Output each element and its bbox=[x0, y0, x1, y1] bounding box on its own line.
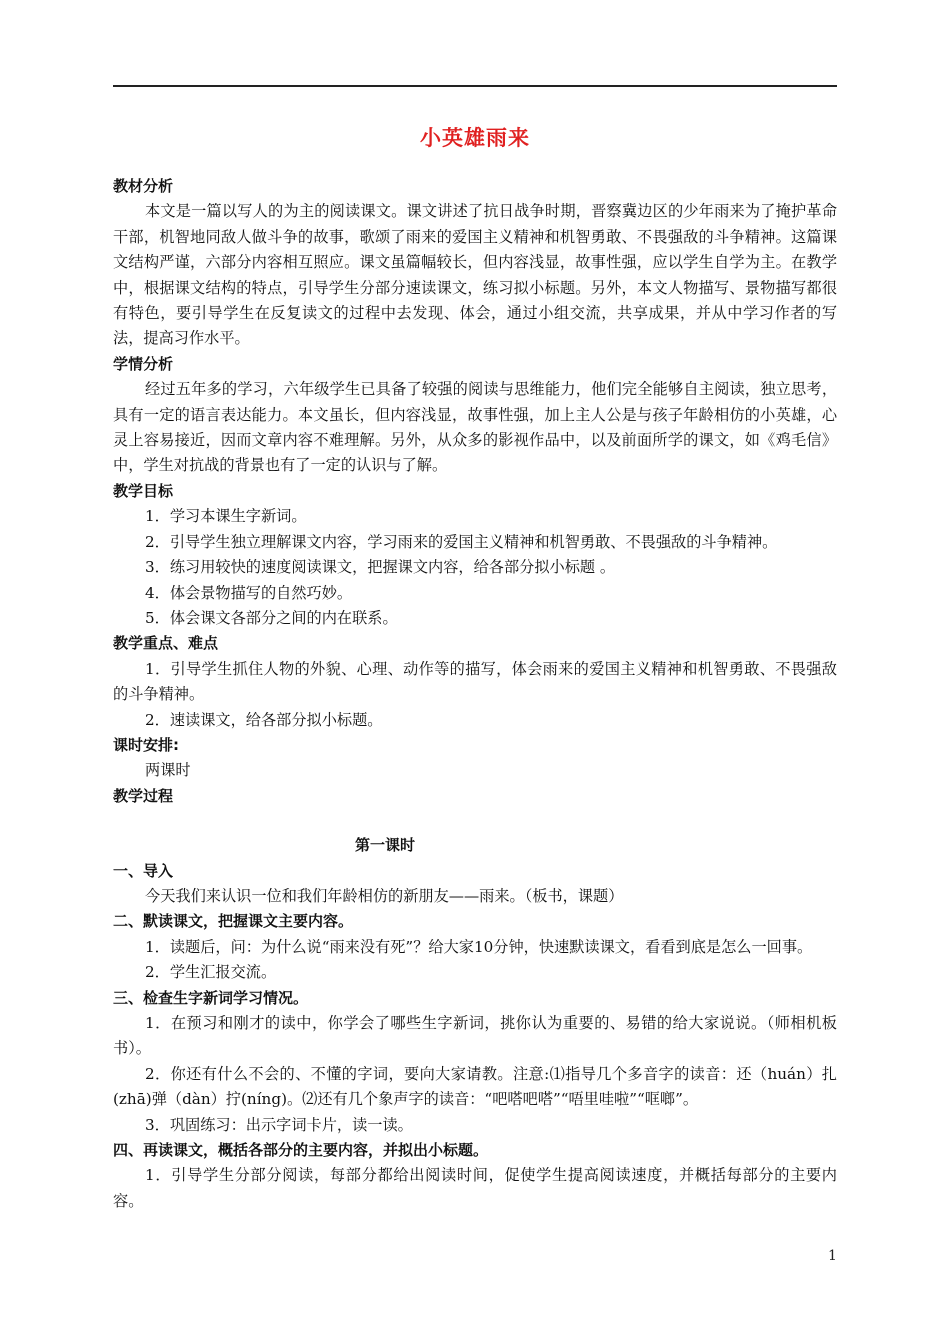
lesson-part-item: 3．巩固练习：出示字词卡片，读一读。 bbox=[145, 1115, 413, 1134]
document-body bbox=[113, 174, 837, 1214]
lesson-part-item: 1．读题后，问：为什么说“雨来没有死”？给大家10分钟，快速默读课文，看看到底是怎么一回事。 bbox=[145, 937, 813, 956]
keypoint-item: 1．引导学生抓住人物的外貌、心理、动作等的描写，体会雨来的爱国主义精神和机智勇敢、不畏强敌的斗争精神。 bbox=[113, 659, 837, 704]
section-body-students: 经过五年多的学习，六年级学生已具备了较强的阅读与思维能力，他们完全能够自主阅读，独立思考，具有一定的语言表达能力。本文虽长，但内容浅显，故事性强，加上主人公是与孩子年龄相仿的小英雄，心灵上容易接近，因而文章内容不难理解。另外，从众多的影视作品中，以及前面所学的课文，如《鸡毛信》中，学生对抗战的背景也有了一定的认识与了解。 bbox=[113, 380, 837, 475]
goal-item: 3．练习用较快的速度阅读课文，把握课文内容，给各部分拟小标题 。 bbox=[145, 558, 616, 577]
section-heading-material: 教材分析 bbox=[113, 177, 174, 195]
goal-item: 4．体会景物描写的自然巧妙。 bbox=[145, 583, 353, 602]
lesson-part-item: 2．你还有什么不会的、不懂的字词，要向大家请教。注意:⑴指导几个多音字的读音：还（huán）扎(zhā)弹（dàn）拧(níng)。⑵还有几个象声字的读音：“吧嗒吧嗒”“唔里哇啦”“哐啷”。 bbox=[113, 1064, 837, 1109]
keypoint-item: 2．速读课文，给各部分拟小标题。 bbox=[145, 710, 383, 729]
lesson-part-item: 1．在预习和刚才的读中，你学会了哪些生字新词，挑你认为重要的、易错的给大家说说。（师相机板书）。 bbox=[113, 1014, 837, 1058]
section-body-material: 本文是一篇以写人的为主的阅读课文。课文讲述了抗日战争时期，晋察冀边区的少年雨来为了掩护革命干部，机智地同敌人做斗争的故事，歌颂了雨来的爱国主义精神和机智勇敢、不畏强敌的斗争精神。这篇课文结构严谨，六部分内容相互照应。课文虽篇幅较长，但内容浅显，故事性强，应以学生自学为主。在教学中，根据课文结构的特点，引导学生分部分速读课文，练习拟小标题。另外，本文人物描写、景物描写都很有特色，要引导学生在反复读文的过程中去发现、体会，通过小组交流，共享成果，并从中学习作者的写法，提高习作水平。 bbox=[113, 202, 837, 348]
lesson-part-heading: 四、再读课文，概括各部分的主要内容，并拟出小标题。 bbox=[113, 1141, 489, 1160]
lesson-part-heading: 二、默读课文，把握课文主要内容。 bbox=[113, 912, 354, 931]
lesson-part-item: 1．引导学生分部分阅读，每部分都给出阅读时间，促使学生提高阅读速度，并概括每部分的主要内容。 bbox=[113, 1166, 837, 1210]
goal-item: 2．引导学生独立理解课文内容，学习雨来的爱国主义精神和机智勇敢、不畏强敌的斗争精神。 bbox=[145, 532, 778, 551]
schedule-value: 两课时 bbox=[145, 761, 191, 780]
section-heading-students: 学情分析 bbox=[113, 354, 174, 373]
section-heading-process: 教学过程 bbox=[113, 786, 174, 805]
document-title: 小英雄雨来 bbox=[420, 126, 530, 150]
lesson-part-item: 今天我们来认识一位和我们年龄相仿的新朋友——雨来。（板书，课题） bbox=[145, 886, 624, 905]
goal-item: 5．体会课文各部分之间的内在联系。 bbox=[145, 608, 398, 627]
lesson-title: 第一课时 bbox=[354, 836, 415, 855]
page-number: 1 bbox=[828, 1248, 837, 1264]
section-heading-goals: 教学目标 bbox=[113, 481, 174, 500]
lesson-part-heading: 一、导入 bbox=[113, 861, 174, 880]
lesson-part-item: 2．学生汇报交流。 bbox=[145, 963, 277, 982]
goal-item: 1．学习本课生字新词。 bbox=[145, 507, 307, 526]
lesson-part-heading: 三、检查生字新词学习情况。 bbox=[113, 988, 309, 1007]
header-rule bbox=[113, 85, 837, 87]
section-heading-schedule: 课时安排: bbox=[113, 735, 179, 754]
section-heading-keypoints: 教学重点、难点 bbox=[113, 634, 219, 653]
